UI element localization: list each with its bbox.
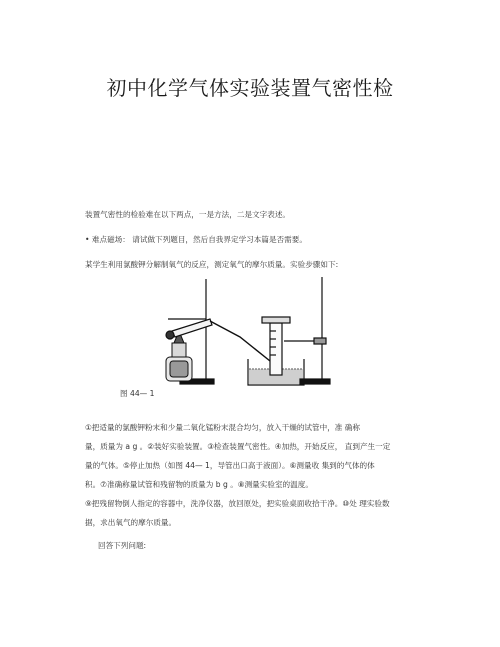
apparatus-figure — [110, 275, 350, 395]
gas-collection-tube — [262, 317, 290, 375]
figure-caption: 图 44— 1 — [120, 389, 155, 398]
intro-paragraph: 装置气密性的检验难在以下两点，一是方法，二是文字表述。 — [85, 210, 291, 219]
problem-paragraph: 某学生利用氯酸钾分解制氧气的反应，测定氧气的摩尔质量。实验步骤如下: — [85, 260, 339, 269]
step-line: 量，质量为 a g 。②装好实验装置。③检查装置气密性。④加热，开始反应， 直到产生一定 — [85, 442, 391, 451]
experiment-steps — [85, 418, 425, 532]
document-title: 初中化学气体实验装置气密性检 — [106, 76, 394, 100]
step-line: ①把适量的氯酸钾粉末和少量二氧化锰粉末混合均匀，放入干燥的试管中，准 确称 — [85, 423, 360, 432]
tip-paragraph: • 难点磁场： 请试做下列题目，然后自我界定学习本篇是否需要。 — [85, 235, 307, 244]
question-prompt: 回答下列问题: — [98, 541, 147, 550]
step-line: 量的气体。⑤停止加热（如图 44— 1，导管出口高于液面）。⑥测量收 集到的气体的体 — [85, 461, 375, 470]
step-line: ⑨把残留物倒人指定的容器中，洗净仪器，放回原处，把实验桌面收拾干净。⑩处 理实验数 — [85, 499, 390, 508]
step-line: 据，求出氧气的摩尔质量。 — [85, 518, 177, 527]
step-line: 积。⑦准确称量试管和残留物的质量为 b g 。⑧测量实验室的温度。 — [85, 480, 313, 489]
right-iron-stand — [284, 277, 330, 384]
